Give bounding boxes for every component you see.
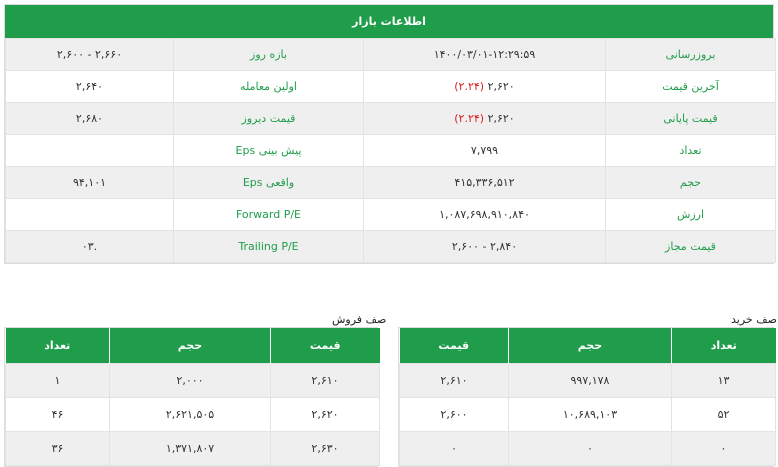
market-label: بازه روز <box>174 39 364 71</box>
sell-header-volume: حجم <box>110 328 271 364</box>
market-row <box>6 199 776 231</box>
market-label: قیمت دیروز <box>174 103 364 135</box>
buy-queue-panel <box>398 327 774 467</box>
market-info-title: اطلاعات بازار <box>5 5 773 38</box>
market-label: قیمت پایانی <box>606 103 776 135</box>
table-row <box>6 364 380 398</box>
price-change: (۲.۲۴) <box>454 80 485 93</box>
market-value-with-change <box>364 103 606 135</box>
buy-count: ۵۲ <box>672 398 776 432</box>
market-value: ۹۴,۱۰۱ <box>6 167 174 199</box>
market-label: Eps پیش بینی <box>174 135 364 167</box>
market-label: ارزش <box>606 199 776 231</box>
buy-queue-title: صف خرید <box>731 313 777 326</box>
market-row <box>6 135 776 167</box>
market-label: آخرین قیمت <box>606 71 776 103</box>
table-row <box>6 432 380 466</box>
buy-header-price: قیمت <box>400 328 509 364</box>
price-value: ۲,۶۲۰ <box>487 112 515 125</box>
price-change: (۲.۲۴) <box>454 112 485 125</box>
buy-count: ۱۳ <box>672 364 776 398</box>
market-value: ۲,۶۰۰ - ۲,۸۴۰ <box>364 231 606 263</box>
market-label: Forward P/E <box>174 199 364 231</box>
sell-queue-panel <box>4 327 378 467</box>
market-label: بروزرسانی <box>606 39 776 71</box>
sell-count: ۳۶ <box>6 432 110 466</box>
buy-volume: ۱۰,۶۸۹,۱۰۳ <box>509 398 672 432</box>
market-row <box>6 39 776 71</box>
table-row <box>6 398 380 432</box>
price-value: ۲,۶۲۰ <box>487 80 515 93</box>
market-value-with-change <box>364 71 606 103</box>
buy-price: ۰ <box>400 432 509 466</box>
sell-price: ۲,۶۱۰ <box>271 364 380 398</box>
sell-price: ۲,۶۳۰ <box>271 432 380 466</box>
buy-header-count: تعداد <box>672 328 776 364</box>
sell-volume: ۱,۳۷۱,۸۰۷ <box>110 432 271 466</box>
market-value: ۲,۶۸۰ <box>6 103 174 135</box>
sell-count: ۱ <box>6 364 110 398</box>
buy-price: ۲,۶۰۰ <box>400 398 509 432</box>
sell-price: ۲,۶۲۰ <box>271 398 380 432</box>
sell-header-count: تعداد <box>6 328 110 364</box>
buy-volume: ۰ <box>509 432 672 466</box>
market-row <box>6 167 776 199</box>
market-row <box>6 71 776 103</box>
market-value: ۲,۶۴۰ <box>6 71 174 103</box>
market-value: ۱۴۰۰/۰۳/۰۱-۱۲:۲۹:۵۹ <box>364 39 606 71</box>
sell-queue-table <box>5 328 380 466</box>
sell-volume: ۲,۰۰۰ <box>110 364 271 398</box>
buy-header-volume: حجم <box>509 328 672 364</box>
market-info-panel <box>4 4 774 264</box>
market-info-table <box>5 38 776 263</box>
sell-volume: ۲,۶۲۱,۵۰۵ <box>110 398 271 432</box>
market-row <box>6 103 776 135</box>
market-value: ۷,۷۹۹ <box>364 135 606 167</box>
sell-count: ۴۶ <box>6 398 110 432</box>
sell-queue-title: صف فروش <box>332 313 387 326</box>
market-value: ۴۱۵,۳۳۶,۵۱۲ <box>364 167 606 199</box>
market-label: اولین معامله <box>174 71 364 103</box>
market-value: ۰۳. <box>6 231 174 263</box>
market-value <box>6 199 174 231</box>
table-row <box>400 364 776 398</box>
market-row <box>6 231 776 263</box>
market-label: تعداد <box>606 135 776 167</box>
market-label: Eps واقعی <box>174 167 364 199</box>
market-value <box>6 135 174 167</box>
table-row <box>400 432 776 466</box>
sell-header-price: قیمت <box>271 328 380 364</box>
buy-volume: ۹۹۷,۱۷۸ <box>509 364 672 398</box>
market-label: حجم <box>606 167 776 199</box>
market-value: ۲,۶۰۰ - ۲,۶۶۰ <box>6 39 174 71</box>
buy-count: ۰ <box>672 432 776 466</box>
market-value: ۱,۰۸۷,۶۹۸,۹۱۰,۸۴۰ <box>364 199 606 231</box>
buy-queue-table <box>399 328 776 466</box>
buy-price: ۲,۶۱۰ <box>400 364 509 398</box>
table-row <box>400 398 776 432</box>
market-label: قیمت مجاز <box>606 231 776 263</box>
market-label: Trailing P/E <box>174 231 364 263</box>
